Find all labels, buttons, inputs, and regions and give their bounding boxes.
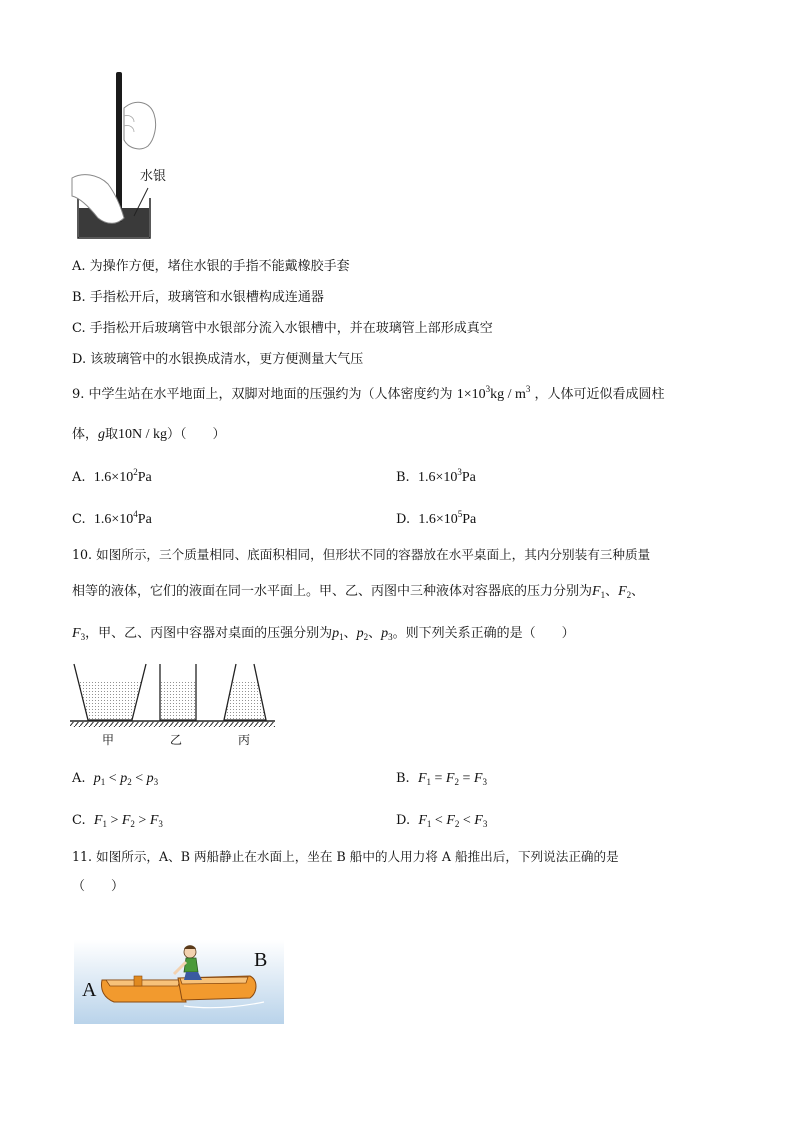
q9-option-b-exp: 3 [457,467,462,477]
q9-text-a: 9. 中学生站在水平地面上，双脚对地面的压强约为（人体密度约为 [72,387,453,402]
q11-stem-line2: （ ） [72,879,125,894]
q10-a-p3: p [146,771,154,786]
q9-option-c-letter: C. [72,512,86,527]
q10-stem-line3 [72,625,575,643]
q10-p1-sub: 1 [339,632,344,642]
q10-b-op2: = [462,771,471,786]
q10-f2-symbol: F [618,584,627,599]
q10-f3-sub: 3 [80,632,86,642]
q9-g-symbol: g [98,427,106,442]
q8-option-a[interactable]: A. 为操作方便，堵住水银的手指不能戴橡胶手套 [72,259,350,274]
q10-d-f3: F [474,813,483,828]
q9-option-a[interactable] [72,469,152,487]
q10-c-op1: > [110,813,119,828]
q10-a-op1: < [108,771,117,786]
q9-density-unit: kg / m [490,387,526,402]
q9-option-c-unit: Pa [137,512,152,527]
q9-option-b-unit: Pa [461,470,476,485]
q10-f2-sub: 2 [626,590,632,600]
q9-text-c: 取 [105,427,119,442]
q8-option-d[interactable]: D. 该玻璃管中的水银换成清水，更方便测量大气压 [72,352,364,367]
q10-b-f1: F [417,771,427,786]
q10-c-f1-sub: 1 [102,819,107,829]
q10-stem-line2 [72,583,644,601]
q10-option-a-letter: A. [72,771,86,786]
q10-sep-4: 、 [368,626,382,641]
q10-text-a: 相等的液体，它们的液面在同一水平面上。甲、乙、丙图中三种液体对容器底的压力分别为 [72,584,593,599]
q10-c-f2: F [121,813,131,828]
q9-stem-line1 [72,386,665,404]
q10-c-f1: F [93,813,103,828]
q10-d-f1-sub: 1 [426,819,432,829]
q10-b-f2-sub: 2 [454,777,459,787]
q10-p3-symbol: p [381,626,389,641]
q10-b-f1-sub: 1 [426,777,432,787]
q9-density-exp: 3 [485,384,491,394]
q10-p2-sub: 2 [363,632,369,642]
q10-a-p1-sub: 1 [100,777,106,787]
q9-option-a-unit: Pa [137,470,152,485]
q9-g-value: 10N / kg [118,427,168,442]
q10-p1-symbol: p [332,626,340,641]
container-label-bing: 丙 [238,733,251,747]
q10-b-f3: F [473,771,483,786]
q9-option-d[interactable] [396,511,476,529]
q10-a-p2: p [120,771,128,786]
q9-density-base: 1×10 [456,387,486,402]
q9-option-a-base: 1.6×10 [93,470,134,485]
q10-f1-sub: 1 [600,590,606,600]
boats-figure [74,940,284,1024]
container-label-jia: 甲 [102,733,115,747]
mercury-tube-figure [68,68,228,240]
q10-d-f2: F [446,813,455,828]
q10-text-b: ，甲、乙、丙图中容器对桌面的压强分别为 [85,626,333,641]
q9-option-d-base: 1.6×10 [418,512,458,527]
q10-b-f2: F [445,771,455,786]
q9-density-unit-exp: 3 [525,384,531,394]
q9-text-b: 体， [72,427,99,442]
q9-option-b[interactable] [396,469,476,487]
q10-option-b-letter: B. [396,771,410,786]
q10-a-p2-sub: 2 [127,777,132,787]
q9-option-d-exp: 5 [457,509,463,519]
q9-option-a-exp: 2 [133,467,138,477]
q10-d-op1: < [434,813,443,828]
q10-d-f2-sub: 2 [454,819,460,829]
q10-d-f3-sub: 3 [482,819,488,829]
q10-p2-symbol: p [356,626,364,641]
q8-option-c[interactable]: C. 手指松开后玻璃管中水银部分流入水银槽中，并在玻璃管上部形成真空 [72,321,493,336]
boat-b-label: B [254,949,268,971]
q9-option-b-letter: B. [396,470,410,485]
q10-d-op2: < [462,813,471,828]
q10-f3-symbol: F [72,626,81,641]
q10-a-p3-sub: 3 [153,777,159,787]
mercury-label: 水银 [140,169,167,184]
q10-b-op1: = [434,771,443,786]
q10-b-f3-sub: 3 [482,777,487,787]
q8-option-b[interactable]: B. 手指松开后，玻璃管和水银槽构成连通器 [72,290,324,305]
q9-option-c[interactable] [72,511,152,529]
q10-sep-2: 、 [631,584,645,599]
q10-option-b[interactable] [396,770,487,788]
boat-a-label: A [82,979,97,1001]
q10-option-d[interactable] [396,812,487,830]
q9-option-d-letter: D. [396,512,411,527]
q9-option-b-base: 1.6×10 [417,470,458,485]
q9-text-tail: ，人体可近似看成圆柱 [534,387,665,402]
q10-f1-symbol: F [592,584,601,599]
q9-density [456,384,531,402]
q10-option-c[interactable] [72,812,163,830]
q9-text-d: ）（ ） [167,427,226,442]
q10-option-c-letter: C. [72,813,86,828]
q9-option-a-letter: A. [72,470,86,485]
q9-option-d-unit: Pa [462,512,477,527]
q10-c-f2-sub: 2 [130,819,135,829]
q9-option-c-exp: 4 [133,509,138,519]
q10-c-op2: > [138,813,147,828]
q10-text-c: 。则下列关系正确的是（ ） [392,626,575,641]
q11-stem-line1: 11. 如图所示，A、B 两船静止在水面上，坐在 B 船中的人用力将 A 船推出后，下列说法正确的是 [72,849,619,864]
q10-sep-3: 、 [343,626,357,641]
q9-option-c-base: 1.6×10 [93,512,134,527]
q9-stem-line2 [72,426,226,444]
q10-a-op2: < [135,771,144,786]
q10-option-a[interactable] [72,770,158,788]
q10-c-f3: F [149,813,159,828]
container-label-yi: 乙 [170,733,183,747]
q10-p3-sub: 3 [388,632,393,642]
containers-figure [70,660,275,750]
q10-option-d-letter: D. [396,813,411,828]
q10-sep-1: 、 [605,584,619,599]
q10-c-f3-sub: 3 [158,819,163,829]
q10-d-f1: F [418,813,427,828]
q10-stem-line1: 10. 如图所示，三个质量相同、底面积相同，但形状不同的容器放在水平桌面上，其内分别装有三种质量 [72,547,651,562]
q10-a-p1: p [93,771,101,786]
